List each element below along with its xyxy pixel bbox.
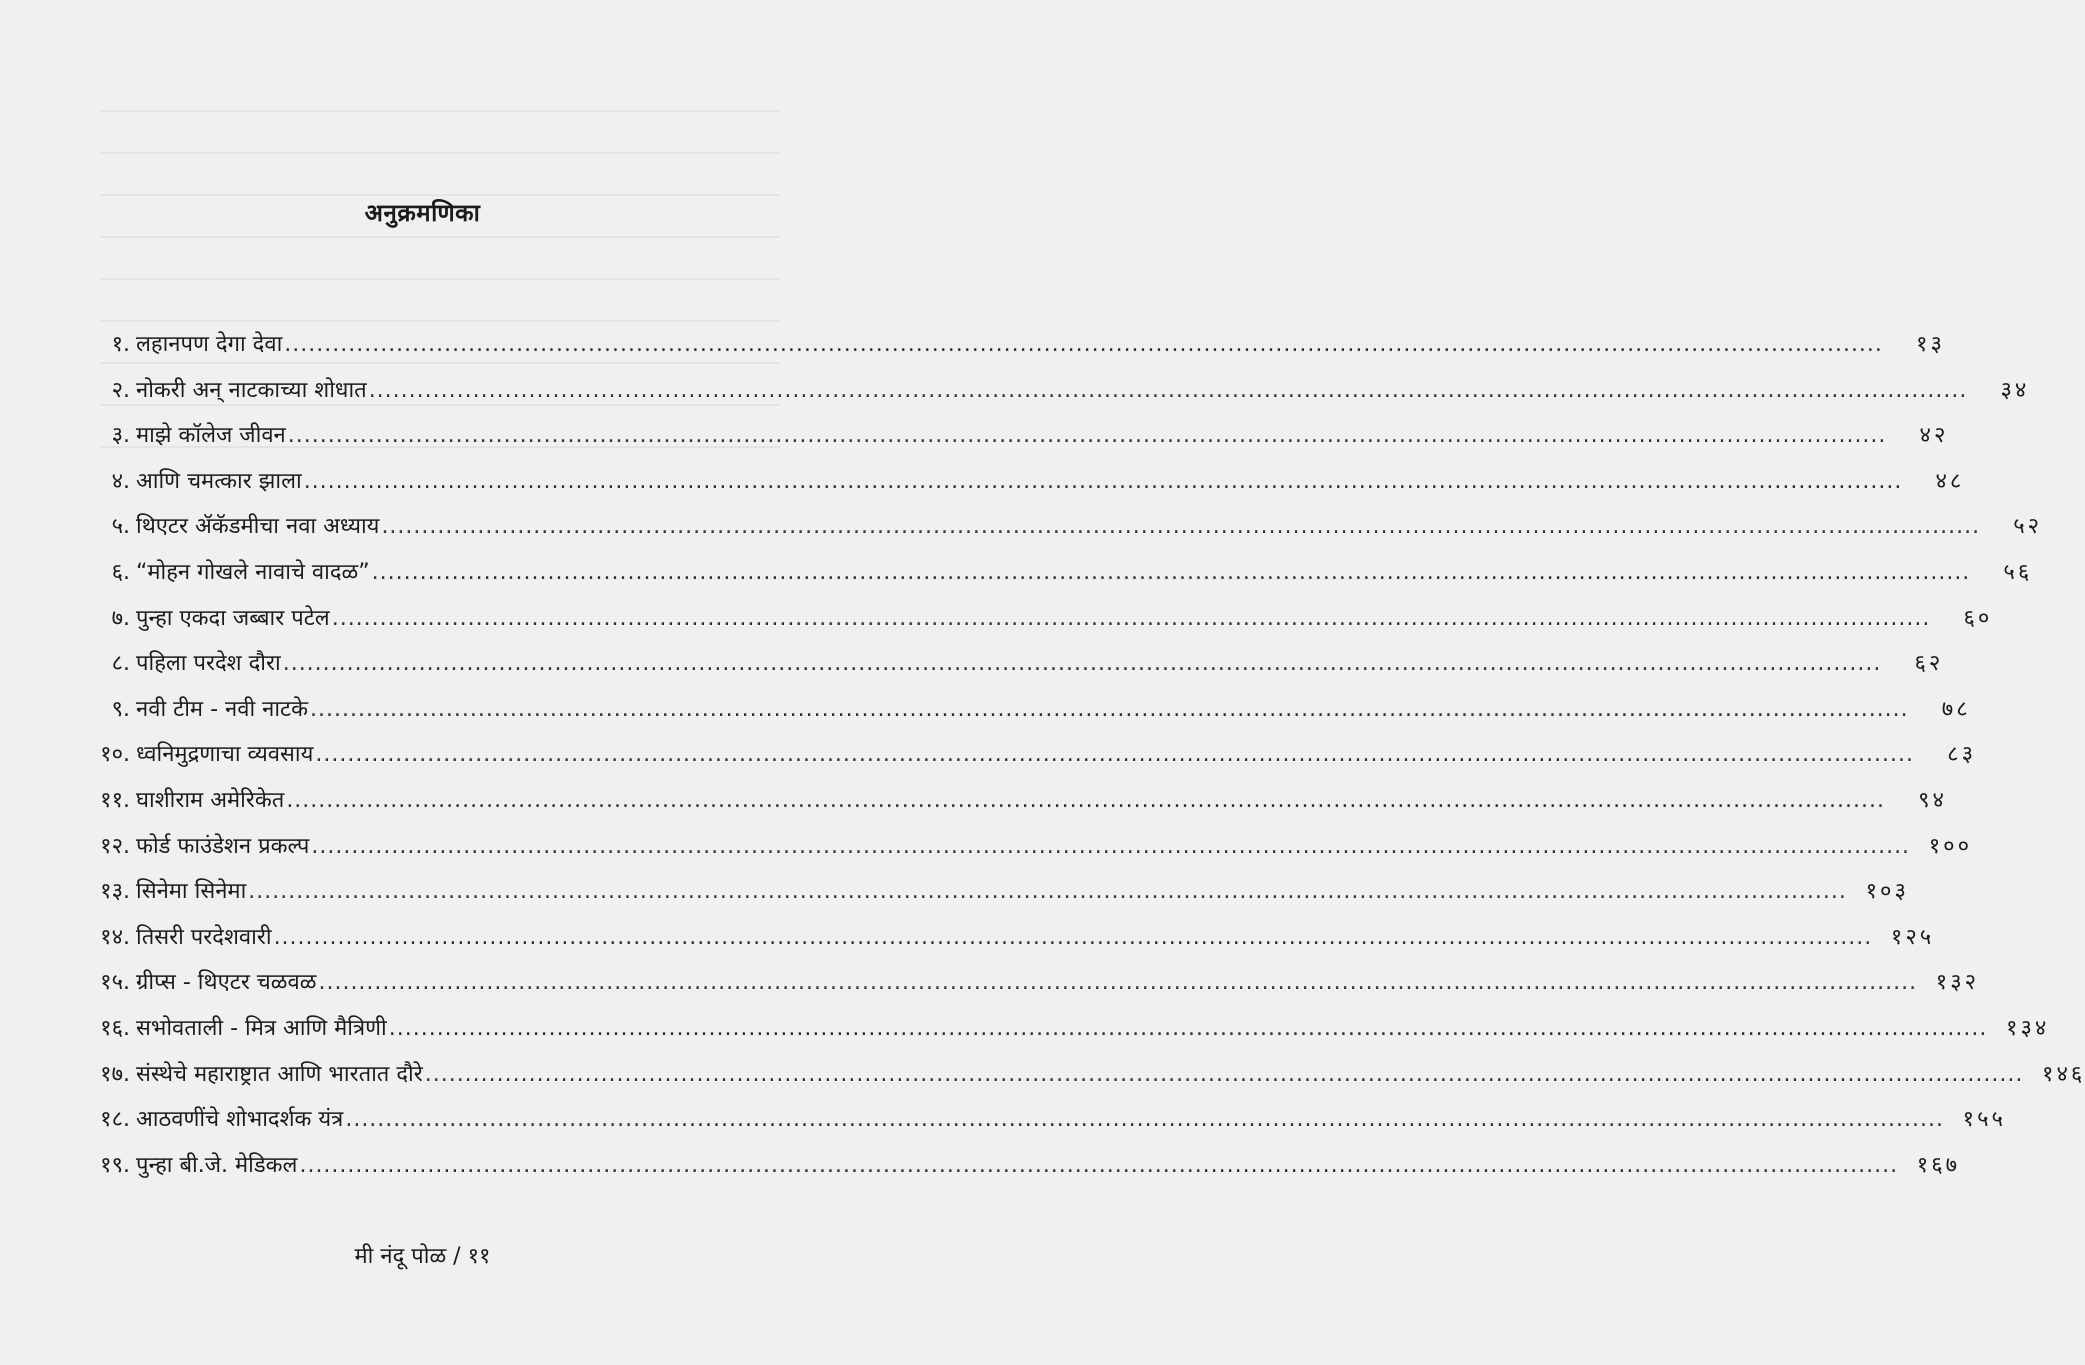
toc-entry-number: ४. — [111, 468, 130, 494]
toc-entry — [80, 374, 2030, 420]
toc-entry-number: १४. — [100, 924, 130, 950]
toc-entry-number: ६. — [111, 559, 130, 585]
toc-entry-line — [136, 966, 1980, 996]
toc-entry-number: १८. — [100, 1107, 130, 1133]
toc-entry — [80, 1012, 2050, 1058]
toc-entry-line — [136, 693, 1971, 723]
toc-entry-number: १०. — [100, 742, 130, 768]
toc-entry — [80, 921, 1935, 967]
toc-entry-line — [136, 556, 2033, 586]
toc-entry-title: माझे कॉलेज जीवन — [136, 423, 286, 449]
toc-entry-number: १६. — [100, 1015, 130, 1041]
toc-entry — [80, 1149, 1961, 1195]
toc-entry-title: पहिला परदेश दौरा — [136, 651, 281, 677]
toc-entry-line — [136, 1103, 2006, 1133]
dot-leader: ........................................................................................................................................................................................................ — [424, 1061, 2024, 1087]
toc-entry-line — [136, 875, 1909, 905]
toc-entry-number: १७. — [100, 1061, 130, 1087]
toc-entry-page: ७८ — [1941, 696, 1971, 722]
toc-entry-page: १३२ — [1935, 970, 1980, 996]
toc-entry-title: तिसरी परदेशवारी — [136, 924, 272, 950]
dot-leader: ........................................................................................................................................................................................................ — [371, 559, 1971, 585]
toc-entry-page: १३४ — [2006, 1015, 2050, 1041]
dot-leader: ........................................................................................................................................................................................................ — [315, 742, 1915, 768]
dot-leader: ........................................................................................................................................................................................................ — [368, 377, 1968, 403]
toc-entry-title: लहानपण देगा देवा — [136, 332, 283, 357]
toc-entry — [80, 1103, 2006, 1149]
toc-entry-number: १९. — [100, 1152, 130, 1178]
toc-entry-line — [136, 784, 1947, 814]
toc-entry-page: १४६ — [2042, 1061, 2085, 1087]
table-of-contents — [80, 328, 2085, 1194]
toc-entry-line — [136, 510, 2043, 540]
toc-entry-number: ८. — [111, 651, 130, 677]
dot-leader: ........................................................................................................................................................................................................ — [287, 423, 1887, 449]
toc-entry-page: ४८ — [1935, 468, 1965, 494]
toc-entry — [80, 556, 2033, 602]
toc-entry-line — [136, 602, 1993, 632]
toc-entry-page: ४२ — [1919, 423, 1949, 449]
dot-leader: ........................................................................................................................................................................................................ — [381, 514, 1981, 540]
page-footer: मी नंदू पोळ / ११ — [354, 1244, 491, 1269]
toc-entry-title: ग्रीप्स - थिएटर चळवळ — [136, 970, 317, 996]
toc-entry-title: नवी टीम - नवी नाटके — [136, 696, 309, 722]
toc-entry-line — [136, 328, 1945, 358]
toc-entry-page: ९४ — [1918, 787, 1947, 813]
toc-entry-title: पुन्हा एकदा जब्बार पटेल — [136, 605, 330, 631]
toc-entry-title: सभोवताली - मित्र आणि मैत्रिणी — [136, 1015, 387, 1041]
toc-entry-title: ध्वनिमुद्रणाचा व्यवसाय — [136, 742, 314, 768]
toc-entry-number: १२. — [100, 833, 130, 859]
toc-entry — [80, 875, 1909, 921]
toc-entry-title: फोर्ड फाउंडेशन प्रकल्प — [136, 833, 310, 859]
toc-entry-page: ६० — [1963, 605, 1993, 631]
toc-entry — [80, 602, 1993, 648]
toc-entry-number: २. — [111, 377, 130, 403]
toc-entry-page: १६७ — [1916, 1152, 1961, 1178]
dot-leader: ........................................................................................................................................................................................................ — [345, 1107, 1944, 1133]
toc-entry-title: आणि चमत्कार झाला — [136, 468, 302, 494]
toc-entry-title: सिनेमा सिनेमा — [136, 879, 247, 905]
toc-entry-number: १३. — [100, 879, 130, 905]
toc-entry-line — [136, 465, 1965, 495]
toc-entry — [80, 419, 1949, 465]
toc-entry-title: “मोहन गोखले नावाचे वादळ” — [136, 559, 370, 585]
toc-entry-page: १३ — [1916, 332, 1945, 357]
toc-entry-number: ९. — [111, 696, 130, 722]
toc-entry-page: ५६ — [2003, 559, 2033, 585]
dot-leader: ........................................................................................................................................................................................................ — [331, 605, 1931, 631]
toc-entry-line — [136, 1058, 2085, 1088]
toc-entry-title: नोकरी अन् नाटकाच्या शोधात — [136, 377, 367, 403]
toc-entry — [80, 784, 1947, 830]
toc-entry — [80, 830, 1973, 876]
toc-entry — [80, 966, 1980, 1012]
dot-leader: ........................................................................................................................................................................................................ — [388, 1015, 1988, 1041]
toc-entry-title: थिएटर ॲकॅडमीचा नवा अध्याय — [136, 514, 380, 540]
toc-entry-page: १२५ — [1890, 924, 1935, 950]
toc-entry-line — [136, 921, 1935, 951]
page-title: अनुक्रमणिका — [364, 199, 481, 227]
toc-entry-page: १०० — [1928, 833, 1973, 859]
toc-entry-line — [136, 1149, 1961, 1179]
toc-entry — [80, 1058, 2085, 1104]
dot-leader: ........................................................................................................................................................................................................ — [282, 651, 1882, 677]
toc-entry-number: १. — [111, 332, 130, 357]
dot-leader: ........................................................................................................................................................................................................ — [318, 970, 1918, 996]
toc-entry-line — [136, 738, 1977, 768]
toc-entry — [80, 693, 1971, 739]
toc-entry-page: ८३ — [1947, 742, 1977, 768]
dot-leader: ........................................................................................................................................................................................................ — [273, 924, 1873, 950]
toc-entry-number: ५. — [111, 514, 130, 540]
toc-entry-number: १५. — [100, 970, 130, 996]
toc-entry-title: पुन्हा बी.जे. मेडिकल — [136, 1152, 298, 1178]
toc-entry-line — [136, 1012, 2050, 1042]
toc-entry-number: ३. — [111, 423, 130, 449]
toc-entry — [80, 647, 1944, 693]
toc-entry-page: १०३ — [1865, 879, 1909, 905]
toc-entry-number: ११. — [100, 787, 130, 813]
toc-entry-number: ७. — [111, 605, 130, 631]
dot-leader: ........................................................................................................................................................................................................ — [303, 468, 1903, 494]
toc-entry-line — [136, 419, 1949, 449]
toc-entry-page: १५५ — [1962, 1107, 2006, 1133]
toc-entry-line — [136, 647, 1944, 677]
toc-entry-page: ५२ — [2013, 514, 2043, 540]
toc-entry-title: आठवणींचे शोभादर्शक यंत्र — [136, 1107, 344, 1133]
toc-entry — [80, 328, 1945, 374]
dot-leader: ........................................................................................................................................................................................................ — [284, 332, 1883, 357]
dot-leader: ........................................................................................................................................................................................................ — [299, 1152, 1899, 1178]
toc-entry — [80, 465, 1965, 511]
toc-entry — [80, 738, 1977, 784]
toc-entry — [80, 510, 2043, 556]
toc-entry-title: घाशीराम अमेरिकेत — [136, 787, 285, 813]
dot-leader: ........................................................................................................................................................................................................ — [311, 833, 1911, 859]
toc-entry-line — [136, 830, 1973, 860]
toc-entry-title: संस्थेचे महाराष्ट्रात आणि भारतात दौरे — [136, 1061, 423, 1087]
dot-leader: ........................................................................................................................................................................................................ — [310, 696, 1909, 722]
toc-entry-page: ३४ — [2000, 377, 2030, 403]
dot-leader: ........................................................................................................................................................................................................ — [286, 787, 1885, 813]
toc-entry-line — [136, 374, 2030, 404]
toc-entry-page: ६२ — [1914, 651, 1944, 677]
dot-leader: ........................................................................................................................................................................................................ — [248, 879, 1847, 905]
